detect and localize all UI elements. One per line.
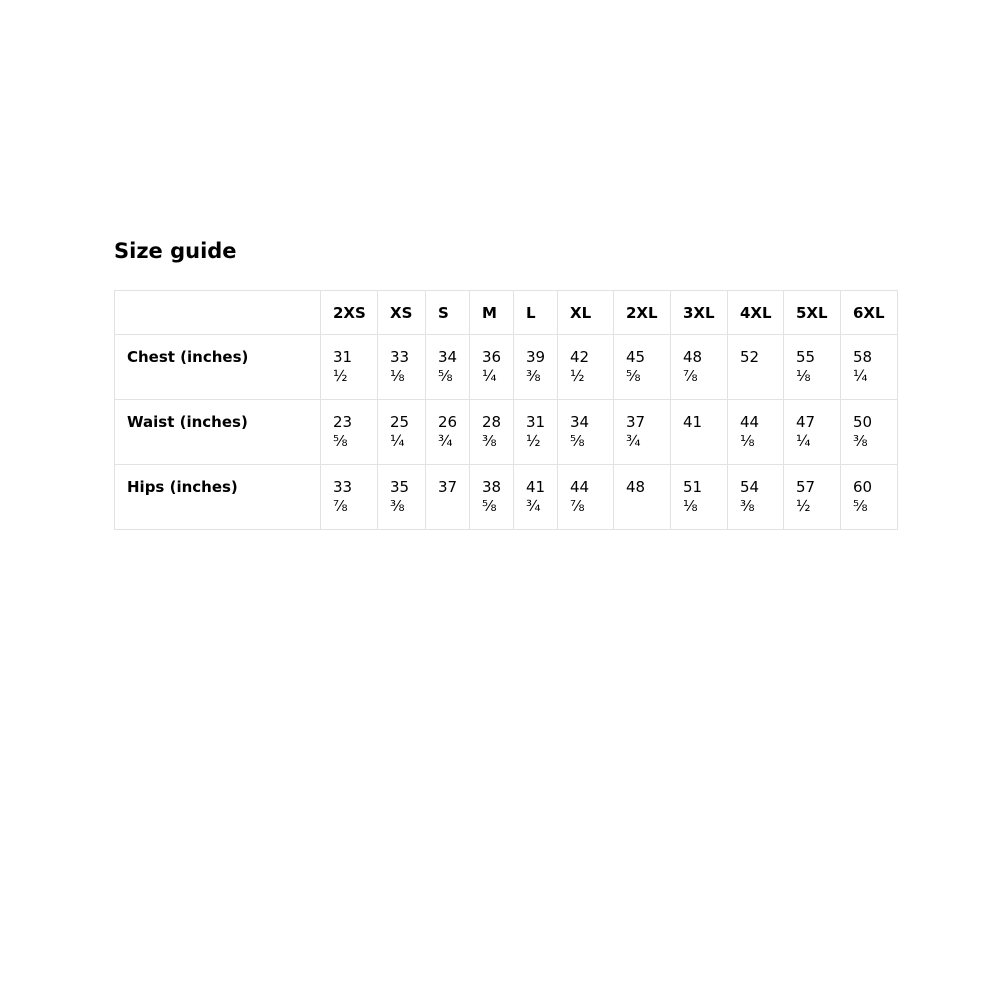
page-title: Size guide [114, 239, 237, 263]
table-cell: 39 ⅜ [514, 335, 558, 400]
table-cell: 41 [671, 400, 728, 465]
table-row-waist [115, 400, 898, 465]
table-cell: 25 ¼ [378, 400, 426, 465]
table-cell: 37 ¾ [614, 400, 671, 465]
size-header-xl: XL [558, 291, 614, 335]
size-table [114, 290, 898, 530]
table-cell: 33 ⅞ [321, 465, 378, 530]
table-cell: 37 [426, 465, 470, 530]
table-cell: 33 ⅛ [378, 335, 426, 400]
table-cell: 44 ⅛ [728, 400, 784, 465]
table-cell: 52 [728, 335, 784, 400]
table-cell: 50 ⅜ [841, 400, 898, 465]
row-label-hips: Hips (inches) [115, 465, 321, 530]
table-cell: 38 ⅝ [470, 465, 514, 530]
table-cell: 58 ¼ [841, 335, 898, 400]
size-header-4xl: 4XL [728, 291, 784, 335]
table-cell: 47 ¼ [784, 400, 841, 465]
corner-cell [115, 291, 321, 335]
table-cell: 34 ⅝ [558, 400, 614, 465]
size-header-2xl: 2XL [614, 291, 671, 335]
size-header-m: M [470, 291, 514, 335]
size-header-2xs: 2XS [321, 291, 378, 335]
table-cell: 45 ⅝ [614, 335, 671, 400]
row-label-chest: Chest (inches) [115, 335, 321, 400]
table-cell: 51 ⅛ [671, 465, 728, 530]
table-cell: 60 ⅝ [841, 465, 898, 530]
table-cell: 26 ¾ [426, 400, 470, 465]
table-cell: 57 ½ [784, 465, 841, 530]
table-cell: 44 ⅞ [558, 465, 614, 530]
table-cell: 23 ⅝ [321, 400, 378, 465]
table-cell: 41 ¾ [514, 465, 558, 530]
row-label-waist: Waist (inches) [115, 400, 321, 465]
size-header-6xl: 6XL [841, 291, 898, 335]
size-header-xs: XS [378, 291, 426, 335]
table-cell: 48 ⅞ [671, 335, 728, 400]
header-row [115, 291, 898, 335]
table-cell: 31 ½ [514, 400, 558, 465]
table-cell: 48 [614, 465, 671, 530]
size-guide [114, 236, 886, 515]
table-cell: 36 ¼ [470, 335, 514, 400]
size-header-5xl: 5XL [784, 291, 841, 335]
table-cell: 28 ⅜ [470, 400, 514, 465]
size-header-3xl: 3XL [671, 291, 728, 335]
table-cell: 31 ½ [321, 335, 378, 400]
size-header-s: S [426, 291, 470, 335]
table-cell: 34 ⅝ [426, 335, 470, 400]
table-row-chest [115, 335, 898, 400]
table-cell: 55 ⅛ [784, 335, 841, 400]
table-row-hips [115, 465, 898, 530]
table-cell: 54 ⅜ [728, 465, 784, 530]
table-cell: 42 ½ [558, 335, 614, 400]
table-cell: 35 ⅜ [378, 465, 426, 530]
size-header-l: L [514, 291, 558, 335]
